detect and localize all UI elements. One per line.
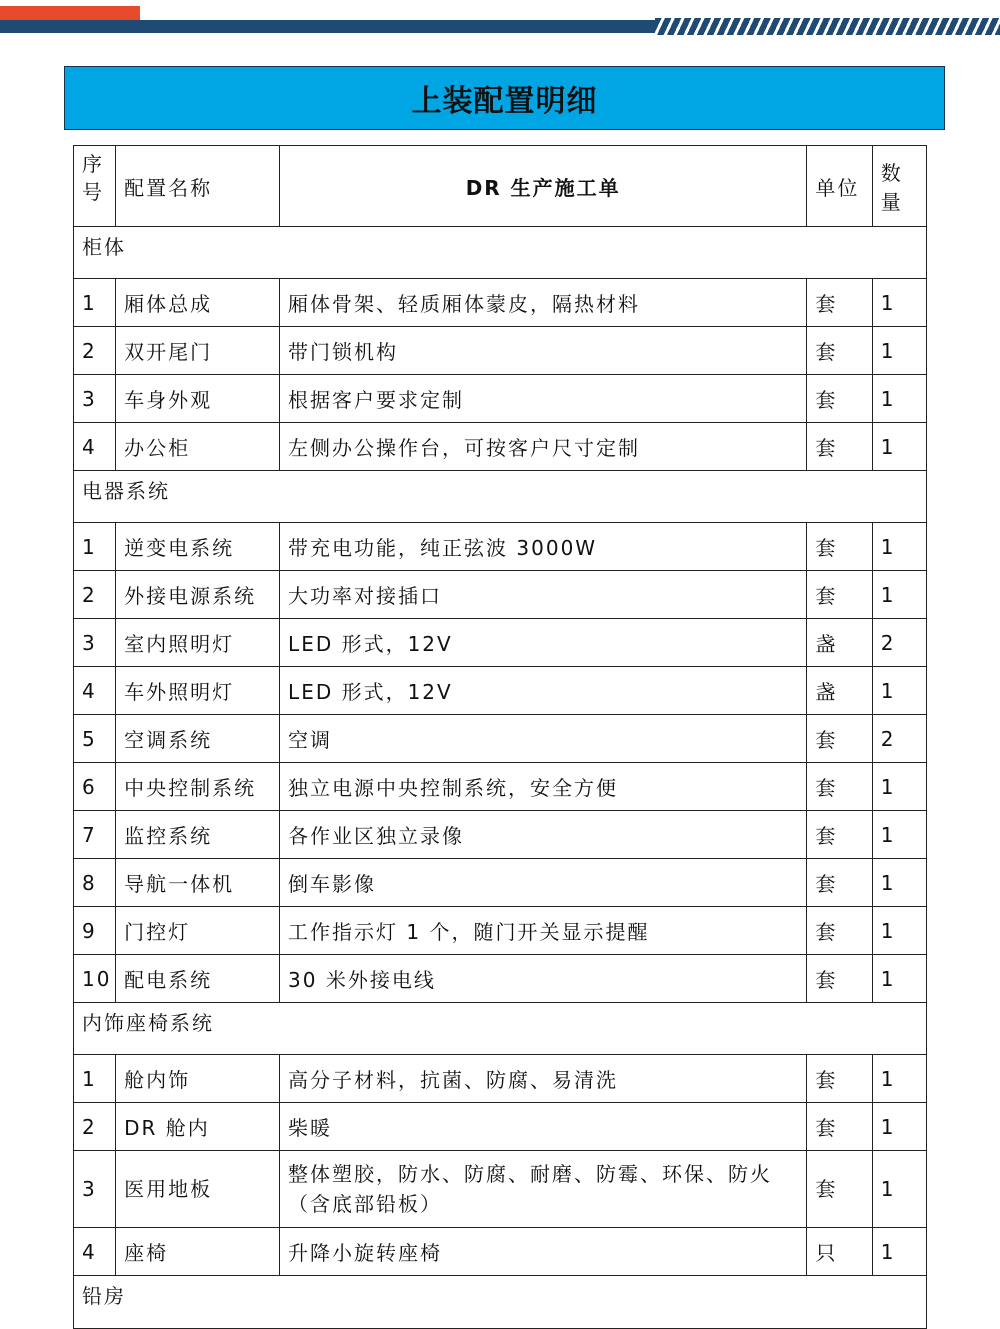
table-row (74, 327, 927, 375)
section-title: 柜体 (74, 227, 927, 279)
cell-unit: 套 (807, 715, 872, 763)
header-seq-label: 序 号 (82, 152, 104, 204)
cell-detail: 工作指示灯 1 个，随门开关显示提醒 (280, 907, 807, 955)
table-row (74, 1103, 927, 1151)
table-row (74, 1151, 927, 1228)
table-row (74, 375, 927, 423)
cell-qty: 2 (872, 715, 926, 763)
table-row (74, 423, 927, 471)
cell-qty: 1 (872, 763, 926, 811)
cell-unit: 套 (807, 859, 872, 907)
cell-seq: 2 (74, 571, 116, 619)
page-title-banner (64, 66, 945, 130)
cell-name: 厢体总成 (116, 279, 280, 327)
table-row (74, 1228, 927, 1276)
header-detail: DR 生产施工单 (280, 146, 807, 227)
cell-unit: 套 (807, 523, 872, 571)
cell-detail: 带充电功能，纯正弦波 3000W (280, 523, 807, 571)
cell-name: 医用地板 (116, 1151, 280, 1228)
cell-seq: 9 (74, 907, 116, 955)
cell-detail: 柴暖 (280, 1103, 807, 1151)
cell-detail: 根据客户要求定制 (280, 375, 807, 423)
cell-seq: 3 (74, 619, 116, 667)
section-title: 铅房 (74, 1276, 927, 1329)
cell-qty: 1 (872, 327, 926, 375)
cell-qty: 1 (872, 811, 926, 859)
cell-qty: 1 (872, 907, 926, 955)
cell-name: 办公柜 (116, 423, 280, 471)
cell-seq: 4 (74, 1228, 116, 1276)
cell-seq: 1 (74, 523, 116, 571)
cell-unit: 套 (807, 1103, 872, 1151)
cell-seq: 8 (74, 859, 116, 907)
cell-name: 座椅 (116, 1228, 280, 1276)
cell-seq: 10 (74, 955, 116, 1003)
cell-name: 配电系统 (116, 955, 280, 1003)
cell-qty: 1 (872, 571, 926, 619)
cell-unit: 套 (807, 279, 872, 327)
cell-qty: 1 (872, 955, 926, 1003)
cell-qty: 1 (872, 1228, 926, 1276)
cell-detail: 空调 (280, 715, 807, 763)
page-title: 上装配置明细 (411, 84, 598, 119)
cell-detail: LED 形式，12V (280, 667, 807, 715)
cell-qty: 1 (872, 1055, 926, 1103)
cell-unit: 盏 (807, 667, 872, 715)
cell-seq: 3 (74, 1151, 116, 1228)
section-row (74, 471, 927, 523)
cell-unit: 只 (807, 1228, 872, 1276)
cell-name: 室内照明灯 (116, 619, 280, 667)
cell-detail: 高分子材料，抗菌、防腐、易清洗 (280, 1055, 807, 1103)
cell-seq: 1 (74, 279, 116, 327)
cell-seq: 3 (74, 375, 116, 423)
configuration-table (73, 145, 927, 1329)
cell-qty: 1 (872, 1103, 926, 1151)
cell-detail: 独立电源中央控制系统，安全方便 (280, 763, 807, 811)
cell-detail: 大功率对接插口 (280, 571, 807, 619)
cell-seq: 7 (74, 811, 116, 859)
cell-name: 空调系统 (116, 715, 280, 763)
table-row (74, 811, 927, 859)
cell-unit: 套 (807, 423, 872, 471)
cell-unit: 套 (807, 907, 872, 955)
cell-detail: 带门锁机构 (280, 327, 807, 375)
cell-detail: 倒车影像 (280, 859, 807, 907)
cell-detail: 30 米外接电线 (280, 955, 807, 1003)
cell-seq: 6 (74, 763, 116, 811)
cell-name: 外接电源系统 (116, 571, 280, 619)
header-seq (74, 146, 116, 227)
cell-qty: 1 (872, 423, 926, 471)
cell-seq: 2 (74, 1103, 116, 1151)
cell-seq: 4 (74, 423, 116, 471)
cell-seq: 2 (74, 327, 116, 375)
cell-name: 双开尾门 (116, 327, 280, 375)
cell-qty: 1 (872, 279, 926, 327)
cell-name: 门控灯 (116, 907, 280, 955)
header-name: 配置名称 (116, 146, 280, 227)
table-row (74, 571, 927, 619)
cell-detail: 厢体骨架、轻质厢体蒙皮，隔热材料 (280, 279, 807, 327)
cell-unit: 套 (807, 375, 872, 423)
cell-detail: 各作业区独立录像 (280, 811, 807, 859)
table-row (74, 859, 927, 907)
cell-name: DR 舱内 (116, 1103, 280, 1151)
cell-unit: 套 (807, 1055, 872, 1103)
cell-unit: 套 (807, 571, 872, 619)
cell-name: 车外照明灯 (116, 667, 280, 715)
section-row (74, 1276, 927, 1329)
cell-detail: 整体塑胶，防水、防腐、耐磨、防霉、环保、防火（含底部铅板） (280, 1151, 807, 1228)
cell-qty: 1 (872, 859, 926, 907)
table-header-row (74, 146, 927, 227)
table-row (74, 763, 927, 811)
table-row (74, 523, 927, 571)
cell-qty: 1 (872, 667, 926, 715)
cell-unit: 套 (807, 327, 872, 375)
cell-unit: 套 (807, 1151, 872, 1228)
table-row (74, 907, 927, 955)
table-row (74, 715, 927, 763)
table-row (74, 667, 927, 715)
section-row (74, 227, 927, 279)
table-row (74, 619, 927, 667)
section-title: 内饰座椅系统 (74, 1003, 927, 1055)
header-unit: 单位 (807, 146, 872, 227)
header-qty: 数量 (872, 146, 926, 227)
cell-qty: 1 (872, 375, 926, 423)
section-row (74, 1003, 927, 1055)
cell-name: 监控系统 (116, 811, 280, 859)
cell-qty: 1 (872, 1151, 926, 1228)
cell-unit: 套 (807, 811, 872, 859)
cell-unit: 套 (807, 763, 872, 811)
cell-unit: 盏 (807, 619, 872, 667)
cell-seq: 4 (74, 667, 116, 715)
table-row (74, 1055, 927, 1103)
cell-name: 导航一体机 (116, 859, 280, 907)
cell-qty: 1 (872, 523, 926, 571)
cell-detail: 左侧办公操作台，可按客户尺寸定制 (280, 423, 807, 471)
top-decorative-bar (0, 0, 1000, 46)
cell-qty: 2 (872, 619, 926, 667)
section-title: 电器系统 (74, 471, 927, 523)
cell-unit: 套 (807, 955, 872, 1003)
striped-band (655, 18, 1000, 35)
cell-detail: LED 形式，12V (280, 619, 807, 667)
red-accent-strip (0, 6, 140, 20)
cell-name: 舱内饰 (116, 1055, 280, 1103)
cell-name: 逆变电系统 (116, 523, 280, 571)
table-row (74, 955, 927, 1003)
cell-seq: 1 (74, 1055, 116, 1103)
table-body (74, 227, 927, 1329)
cell-seq: 5 (74, 715, 116, 763)
cell-detail: 升降小旋转座椅 (280, 1228, 807, 1276)
cell-name: 车身外观 (116, 375, 280, 423)
cell-name: 中央控制系统 (116, 763, 280, 811)
table-row (74, 279, 927, 327)
